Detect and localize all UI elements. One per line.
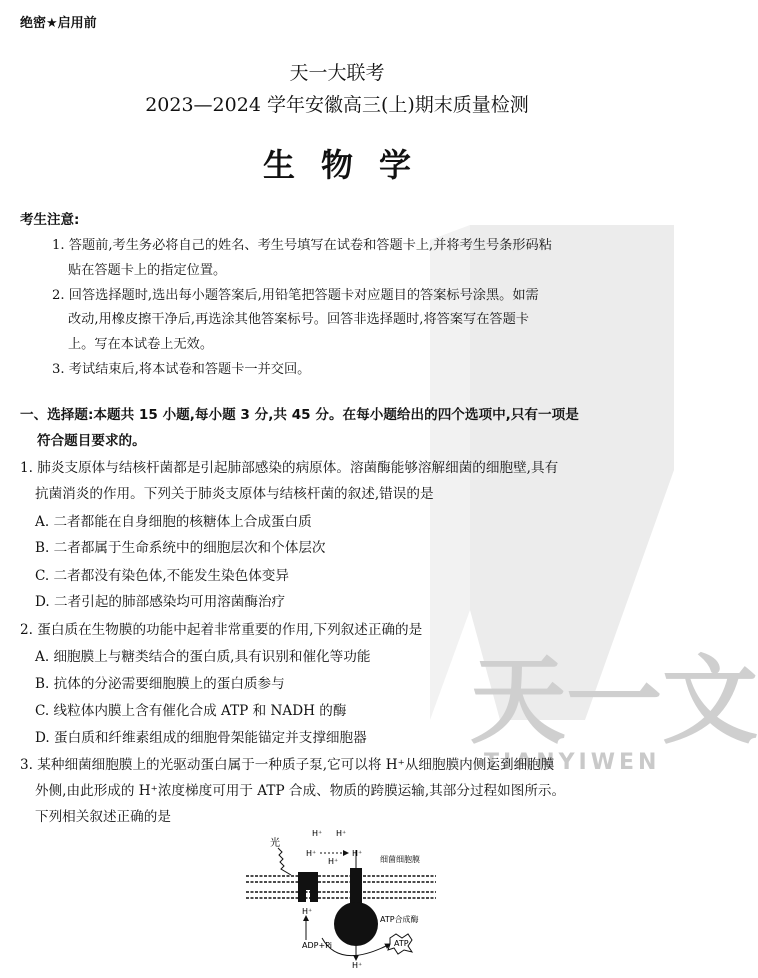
notice-item: 1. 答题前,考生务必将自己的姓名、考生号填写在试卷和答题卡上,并将考生号条形码粘 <box>52 238 552 253</box>
light-ray <box>278 848 291 875</box>
notice-item: 3. 考试结束后,将本试卷和答题卡一并交回。 <box>52 362 311 377</box>
h-plus-label: H⁺ <box>336 829 347 838</box>
section-heading-cont: 符合题目要求的。 <box>37 433 146 449</box>
question-2-option-d: D. 蛋白质和纤维素组成的细胞骨架能锚定并支撑细胞器 <box>35 730 367 746</box>
subject-title: 生物学 <box>262 146 437 184</box>
proton-pump-diagram <box>240 820 440 972</box>
question-1-option-b: B. 二者都属于生命系统中的细胞层次和个体层次 <box>35 540 326 556</box>
question-2-stem: 2. 蛋白质在生物膜的功能中起着非常重要的作用,下列叙述正确的是 <box>20 622 423 638</box>
confidential-label: 绝密★启用前 <box>20 16 97 31</box>
notice-item: 上。写在本试卷上无效。 <box>68 337 214 352</box>
h-plus-label: H⁺ <box>306 849 317 858</box>
h-plus-label: H⁺ <box>328 857 339 866</box>
atp-synthase-label: ATP合成酶 <box>380 915 419 924</box>
watermark-small-text: TIANYIWEN <box>484 750 661 775</box>
h-plus-label: H⁺ <box>352 961 363 970</box>
question-3-stem-cont: 下列相关叙述正确的是 <box>35 809 171 825</box>
h-plus-label: H⁺ <box>352 849 363 858</box>
question-1-stem-cont: 抗菌消炎的作用。下列关于肺炎支原体与结核杆菌的叙述,错误的是 <box>35 486 434 502</box>
h-plus-label: H⁺ <box>302 907 313 916</box>
exam-org-title: 天一大联考 <box>289 62 385 84</box>
question-2-option-a: A. 细胞膜上与糖类结合的蛋白质,具有识别和催化等功能 <box>35 649 371 665</box>
question-1-stem: 1. 肺炎支原体与结核杆菌都是引起肺部感染的病原体。溶菌酶能够溶解细菌的细胞壁,具有 <box>20 460 559 476</box>
light-label: 光 <box>270 838 280 849</box>
notice-item: 2. 回答选择题时,选出每小题答案后,用铅笔把答题卡对应题目的答案标号涂黑。如需 <box>52 288 539 303</box>
notice-item: 贴在答题卡上的指定位置。 <box>68 263 227 278</box>
atp-label: ATP <box>394 939 409 948</box>
light-driven-pump <box>298 872 318 902</box>
watermark-big-text: 天一文 <box>470 645 758 757</box>
question-3-stem: 3. 某种细菌细胞膜上的光驱动蛋白属于一种质子泵,它可以将 H⁺从细胞膜内侧运到细胞膜 <box>20 757 555 773</box>
section-heading: 一、选择题:本题共 15 小题,每小题 3 分,共 45 分。在每小题给出的四个选项中,只有一项是 <box>20 407 579 423</box>
exam-title: 2023—2024 学年安徽高三(上)期末质量检测 <box>145 94 529 116</box>
question-1-option-a: A. 二者都能在自身细胞的核糖体上合成蛋白质 <box>35 514 312 530</box>
notice-item: 改动,用橡皮擦干净后,再选涂其他答案标号。回答非选择题时,将答案写在答题卡 <box>68 312 529 327</box>
notice-title: 考生注意: <box>20 212 80 228</box>
h-plus-label: H⁺ <box>312 829 323 838</box>
membrane-layers <box>246 876 436 898</box>
membrane-label: 细菌细胞膜 <box>380 855 420 864</box>
question-2-option-c: C. 线粒体内膜上含有催化合成 ATP 和 NADH 的酶 <box>35 703 347 719</box>
question-1-option-d: D. 二者引起的肺部感染均可用溶菌酶治疗 <box>35 594 286 610</box>
adp-label: ADP+Pi <box>302 941 333 950</box>
question-1-option-c: C. 二者都没有染色体,不能发生染色体变异 <box>35 568 289 584</box>
question-2-option-b: B. 抗体的分泌需要细胞膜上的蛋白质参与 <box>35 676 285 692</box>
question-3-stem-cont: 外侧,由此形成的 H⁺浓度梯度可用于 ATP 合成、物质的跨膜运输,其部分过程如图所示。 <box>35 783 566 799</box>
